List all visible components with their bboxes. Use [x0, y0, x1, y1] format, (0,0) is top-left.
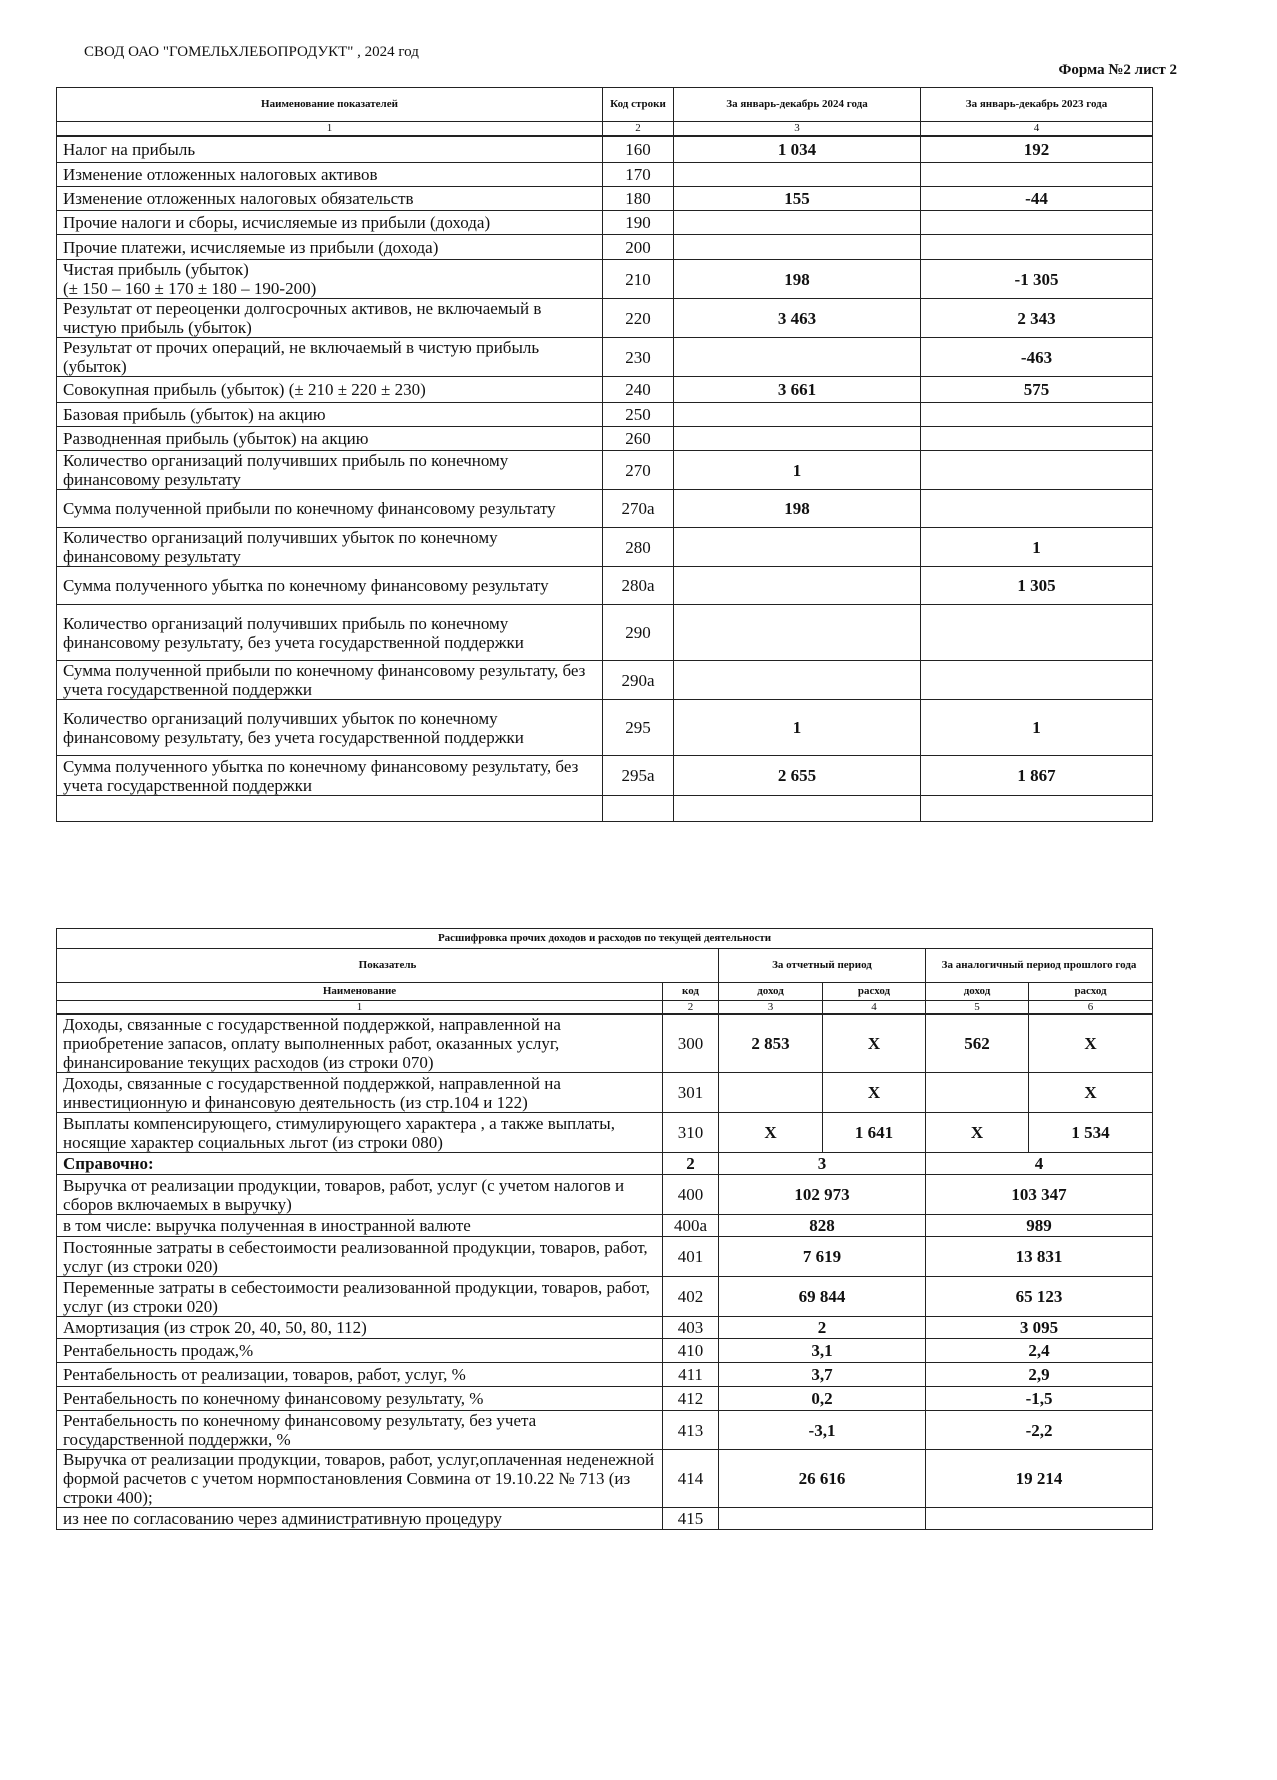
previous-expense: X [1029, 1014, 1153, 1073]
table-row [57, 1277, 1153, 1317]
row-name: Выплаты компенсирующего, стимулирующего характера , а также выплаты, носящие характер социальных льгот (из строки 080) [57, 1113, 663, 1153]
row-code: 230 [603, 338, 674, 377]
table-row [57, 661, 1153, 700]
previous-period-value: 2,4 [926, 1339, 1153, 1363]
row-code: 280а [603, 567, 674, 605]
row-code: 300 [663, 1014, 719, 1073]
table-row [57, 338, 1153, 377]
row-code: 402 [663, 1277, 719, 1317]
row-code: 411 [663, 1363, 719, 1387]
row-code: 220 [603, 299, 674, 338]
table-row [57, 163, 1153, 187]
col-number: 6 [1029, 1001, 1153, 1015]
table-row [57, 1073, 1153, 1113]
previous-period-value: 3 095 [926, 1317, 1153, 1339]
previous-period-value: 19 214 [926, 1450, 1153, 1508]
col-number: 1 [57, 122, 603, 136]
value-2024 [674, 163, 921, 187]
table-row [57, 1237, 1153, 1277]
row-code: 240 [603, 377, 674, 403]
income-statement-table [56, 87, 1153, 822]
row-name: Амортизация (из строк 20, 40, 50, 80, 112) [57, 1317, 663, 1339]
col-header-code: Код строки [603, 88, 674, 122]
value-2024: 3 463 [674, 299, 921, 338]
row-name: Количество организаций получивших убыток по конечному финансовому результату, без учета государственной поддержки [57, 700, 603, 756]
row-name: Разводненная прибыль (убыток) на акцию [57, 427, 603, 451]
table-row [57, 490, 1153, 528]
col-header-income: доход [719, 983, 823, 1001]
row-code: 270а [603, 490, 674, 528]
row-code: 260 [603, 427, 674, 451]
row-code: 290 [603, 605, 674, 661]
row-name: Выручка от реализации продукции, товаров, работ, услуг,оплаченная неденежной формой расчетов с учетом нормпостановления Совмина от 19.10.22 № 713 (из строки 400); [57, 1450, 663, 1508]
current-income: X [719, 1113, 823, 1153]
row-code: 400а [663, 1215, 719, 1237]
table-row [57, 1450, 1153, 1508]
row-name: Рентабельность по конечному финансовому результату, % [57, 1387, 663, 1411]
row-name: Прочие платежи, исчисляемые из прибыли (дохода) [57, 235, 603, 260]
value-2023: 1 [921, 528, 1153, 567]
previous-period-value: 13 831 [926, 1237, 1153, 1277]
value-2024 [674, 211, 921, 235]
current-period-value: 26 616 [719, 1450, 926, 1508]
row-name: Налог на прибыль [57, 136, 603, 163]
value-2023 [921, 490, 1153, 528]
table-row [57, 1014, 1153, 1073]
row-name: Сумма полученной прибыли по конечному финансовому результату, без учета государственной поддержки [57, 661, 603, 700]
row-name: Изменение отложенных налоговых обязательств [57, 187, 603, 211]
row-name: из нее по согласованию через административную процедуру [57, 1508, 663, 1530]
value-2023 [921, 605, 1153, 661]
row-name: Количество организаций получивших убыток по конечному финансовому результату [57, 528, 603, 567]
row-name: Рентабельность продаж,% [57, 1339, 663, 1363]
reference-header-row [57, 1153, 1153, 1175]
col-header-indicator: Показатель [57, 949, 719, 983]
row-name: Доходы, связанные с государственной поддержкой, направленной на инвестиционную и финансовую деятельность (из стр.104 и 122) [57, 1073, 663, 1113]
row-name: Количество организаций получивших прибыль по конечному финансовому результату [57, 451, 603, 490]
value-2023: -44 [921, 187, 1153, 211]
value-2024 [674, 338, 921, 377]
table-row [57, 451, 1153, 490]
value-2024 [674, 403, 921, 427]
value-2023: 1 [921, 700, 1153, 756]
value-2024 [674, 605, 921, 661]
row-name: Изменение отложенных налоговых активов [57, 163, 603, 187]
current-period-value: 69 844 [719, 1277, 926, 1317]
table2-title: Расшифровка прочих доходов и расходов по текущей деятельности [57, 929, 1153, 949]
previous-income: 562 [926, 1014, 1029, 1073]
col-number: 3 [719, 1001, 823, 1015]
table-row [57, 377, 1153, 403]
table-row [57, 567, 1153, 605]
current-period-value: 2 [719, 1317, 926, 1339]
col-header-expense: расход [823, 983, 926, 1001]
row-code: 301 [663, 1073, 719, 1113]
current-period-value: 828 [719, 1215, 926, 1237]
table-row [57, 528, 1153, 567]
row-name: Сумма полученного убытка по конечному финансовому результату [57, 567, 603, 605]
row-name: Сумма полученной прибыли по конечному финансовому результату [57, 490, 603, 528]
value-2024: 2 655 [674, 756, 921, 796]
table-row [57, 427, 1153, 451]
row-code: 410 [663, 1339, 719, 1363]
col-header-code: код [663, 983, 719, 1001]
table-row [57, 1411, 1153, 1450]
current-income: 2 853 [719, 1014, 823, 1073]
table-row [57, 796, 1153, 822]
value-2023: 192 [921, 136, 1153, 163]
previous-income [926, 1073, 1029, 1113]
value-2024: 1 034 [674, 136, 921, 163]
row-code: 200 [603, 235, 674, 260]
col-header-name: Наименование показателей [57, 88, 603, 122]
table-row [57, 260, 1153, 299]
row-name: Выручка от реализации продукции, товаров, работ, услуг (с учетом налогов и сборов включаемых в выручку) [57, 1175, 663, 1215]
row-code: 310 [663, 1113, 719, 1153]
value-2023: -1 305 [921, 260, 1153, 299]
value-2023 [921, 163, 1153, 187]
value-2024 [674, 567, 921, 605]
value-2023: -463 [921, 338, 1153, 377]
row-code: 180 [603, 187, 674, 211]
document-title: СВОД ОАО "ГОМЕЛЬХЛЕБОПРОДУКТ" , 2024 год [84, 44, 419, 60]
value-2024 [674, 235, 921, 260]
row-code: 295а [603, 756, 674, 796]
current-period-value: 7 619 [719, 1237, 926, 1277]
row-code [603, 796, 674, 822]
row-name: Постоянные затраты в себестоимости реализованной продукции, товаров, работ, услуг (из строки 020) [57, 1237, 663, 1277]
current-income [719, 1073, 823, 1113]
row-code: 414 [663, 1450, 719, 1508]
col-number: 2 [603, 122, 674, 136]
col-number: 2 [663, 1001, 719, 1015]
value-2024: 198 [674, 260, 921, 299]
row-code: 400 [663, 1175, 719, 1215]
row-name: Чистая прибыль (убыток) (± 150 – 160 ± 170 ± 180 – 190-200) [57, 260, 603, 299]
row-name: Количество организаций получивших прибыль по конечному финансовому результату, без учета государственной поддержки [57, 605, 603, 661]
current-expense: 1 641 [823, 1113, 926, 1153]
value-2023 [921, 403, 1153, 427]
value-2024: 1 [674, 700, 921, 756]
row-name: Совокупная прибыль (убыток) (± 210 ± 220 ± 230) [57, 377, 603, 403]
table-row [57, 1317, 1153, 1339]
current-period-value: -3,1 [719, 1411, 926, 1450]
previous-income: X [926, 1113, 1029, 1153]
col-header-previous-period: За аналогичный период прошлого года [926, 949, 1153, 983]
table-row [57, 136, 1153, 163]
row-name [57, 796, 603, 822]
col-number: 3 [674, 122, 921, 136]
col-header-current-period: За отчетный период [719, 949, 926, 983]
col-number: 4 [926, 1153, 1153, 1175]
row-code: 403 [663, 1317, 719, 1339]
row-code: 401 [663, 1237, 719, 1277]
value-2023 [921, 235, 1153, 260]
row-name: Базовая прибыль (убыток) на акцию [57, 403, 603, 427]
row-code: 295 [603, 700, 674, 756]
col-number: 4 [823, 1001, 926, 1015]
reference-label: Справочно: [57, 1153, 663, 1175]
previous-period-value: -1,5 [926, 1387, 1153, 1411]
col-number: 4 [921, 122, 1153, 136]
value-2024: 155 [674, 187, 921, 211]
current-period-value: 102 973 [719, 1175, 926, 1215]
value-2023: 1 867 [921, 756, 1153, 796]
col-number: 3 [719, 1153, 926, 1175]
table-row [57, 1508, 1153, 1530]
row-name: Результат от прочих операций, не включаемый в чистую прибыль (убыток) [57, 338, 603, 377]
value-2023: 575 [921, 377, 1153, 403]
value-2024: 3 661 [674, 377, 921, 403]
col-number: 1 [57, 1001, 663, 1015]
current-expense: X [823, 1014, 926, 1073]
previous-expense: 1 534 [1029, 1113, 1153, 1153]
current-period-value: 3,1 [719, 1339, 926, 1363]
row-name: Переменные затраты в себестоимости реализованной продукции, товаров, работ, услуг (из строки 020) [57, 1277, 663, 1317]
value-2024 [674, 528, 921, 567]
table-row [57, 605, 1153, 661]
value-2024 [674, 796, 921, 822]
table-row [57, 299, 1153, 338]
previous-period-value: 65 123 [926, 1277, 1153, 1317]
col-number: 5 [926, 1001, 1029, 1015]
table-row [57, 1387, 1153, 1411]
col-header-2024: За январь-декабрь 2024 года [674, 88, 921, 122]
row-code: 412 [663, 1387, 719, 1411]
table-row [57, 1363, 1153, 1387]
row-code: 415 [663, 1508, 719, 1530]
current-period-value: 3,7 [719, 1363, 926, 1387]
row-code: 270 [603, 451, 674, 490]
table-row [57, 1175, 1153, 1215]
value-2023 [921, 427, 1153, 451]
col-number: 2 [663, 1153, 719, 1175]
row-code: 170 [603, 163, 674, 187]
value-2024: 1 [674, 451, 921, 490]
value-2024 [674, 661, 921, 700]
row-code: 250 [603, 403, 674, 427]
table-row [57, 211, 1153, 235]
col-header-income: доход [926, 983, 1029, 1001]
row-name: Доходы, связанные с государственной поддержкой, направленной на приобретение запасов, оплату выполненных работ, оказанных услуг, финансирование текущих расходов (из строки 070) [57, 1014, 663, 1073]
row-code: 210 [603, 260, 674, 299]
value-2024: 198 [674, 490, 921, 528]
table-row [57, 403, 1153, 427]
other-income-expense-table [56, 928, 1153, 1530]
table-row [57, 1113, 1153, 1153]
col-header-expense: расход [1029, 983, 1153, 1001]
previous-period-value: -2,2 [926, 1411, 1153, 1450]
col-header-2023: За январь-декабрь 2023 года [921, 88, 1153, 122]
table-row [57, 1215, 1153, 1237]
current-period-value [719, 1508, 926, 1530]
row-code: 413 [663, 1411, 719, 1450]
previous-period-value: 989 [926, 1215, 1153, 1237]
row-code: 190 [603, 211, 674, 235]
value-2024 [674, 427, 921, 451]
previous-expense: X [1029, 1073, 1153, 1113]
row-name: Прочие налоги и сборы, исчисляемые из прибыли (дохода) [57, 211, 603, 235]
value-2023: 1 305 [921, 567, 1153, 605]
value-2023 [921, 796, 1153, 822]
value-2023 [921, 211, 1153, 235]
value-2023 [921, 661, 1153, 700]
previous-period-value [926, 1508, 1153, 1530]
row-name: в том числе: выручка полученная в иностранной валюте [57, 1215, 663, 1237]
row-name: Результат от переоценки долгосрочных активов, не включаемый в чистую прибыль (убыток) [57, 299, 603, 338]
row-code: 160 [603, 136, 674, 163]
form-label: Форма №2 лист 2 [1058, 62, 1177, 78]
current-period-value: 0,2 [719, 1387, 926, 1411]
value-2023 [921, 451, 1153, 490]
table-row [57, 187, 1153, 211]
table-row [57, 1339, 1153, 1363]
row-name: Рентабельность по конечному финансовому результату, без учета государственной поддержки, % [57, 1411, 663, 1450]
previous-period-value: 103 347 [926, 1175, 1153, 1215]
table-row [57, 700, 1153, 756]
row-code: 290а [603, 661, 674, 700]
previous-period-value: 2,9 [926, 1363, 1153, 1387]
current-expense: X [823, 1073, 926, 1113]
value-2023: 2 343 [921, 299, 1153, 338]
row-name: Рентабельность от реализации, товаров, работ, услуг, % [57, 1363, 663, 1387]
row-name: Сумма полученного убытка по конечному финансовому результату, без учета государственной поддержки [57, 756, 603, 796]
table-row [57, 235, 1153, 260]
row-code: 280 [603, 528, 674, 567]
table-row [57, 756, 1153, 796]
col-header-name: Наименование [57, 983, 663, 1001]
